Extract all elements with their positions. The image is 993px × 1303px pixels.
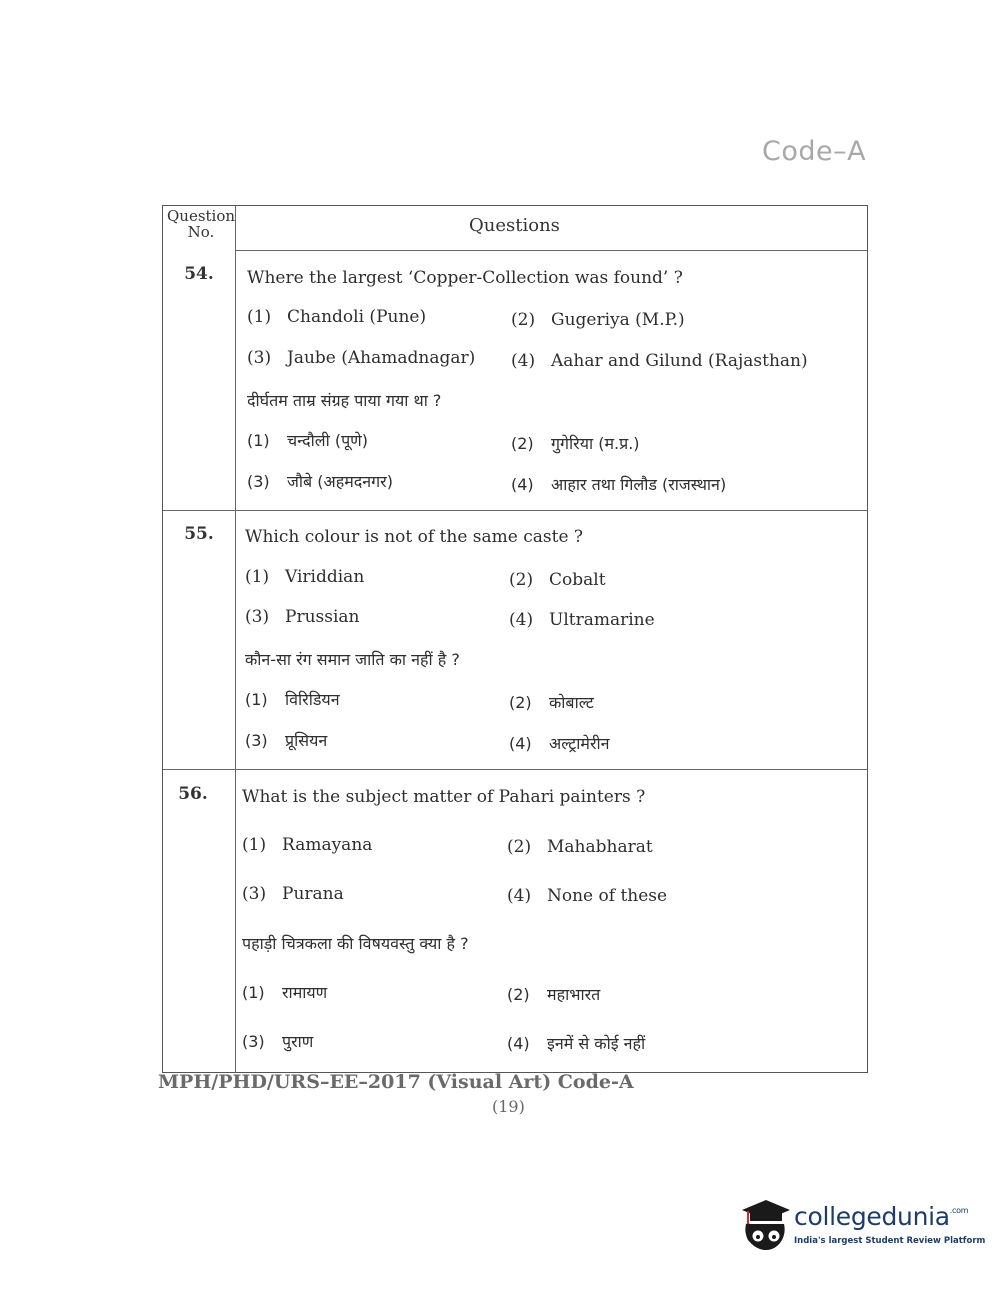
option <box>511 310 685 330</box>
option-text: Viriddian <box>285 567 365 587</box>
option-text: Chandoli (Pune) <box>287 307 427 327</box>
option-text: विरिडियन <box>285 690 340 709</box>
row-divider <box>163 769 867 770</box>
option-text: Ramayana <box>282 835 373 855</box>
header-divider <box>235 250 867 251</box>
option <box>245 567 364 587</box>
option <box>511 432 640 454</box>
option-text: रामायण <box>282 983 328 1002</box>
question-text-english: Where the largest ‘Copper-Collection was found’ ? <box>247 268 683 288</box>
logo-name: collegedunia <box>794 1202 950 1231</box>
option-text: कोबाल्ट <box>549 693 594 712</box>
collegedunia-logo <box>736 1196 986 1256</box>
option-number: (1) <box>245 567 270 587</box>
option-text: प्रूसियन <box>285 731 328 750</box>
header-question-no <box>167 208 235 240</box>
question-text-hindi: दीर्घतम ताम्र संग्रह पाया गया था ? <box>247 391 442 410</box>
column-divider <box>235 206 236 1072</box>
option-number: (2) <box>511 310 536 330</box>
option <box>507 983 600 1005</box>
option-number: (2) <box>509 693 532 712</box>
page-number: (19) <box>492 1097 525 1116</box>
question-table <box>162 205 868 1073</box>
option <box>247 307 426 327</box>
option <box>242 835 372 855</box>
option-number: (3) <box>242 884 267 904</box>
option <box>245 607 359 627</box>
option <box>247 429 368 451</box>
option <box>509 732 610 754</box>
question-text-english: What is the subject matter of Pahari painters ? <box>242 787 646 807</box>
option-text: इनमें से कोई नहीं <box>547 1034 646 1053</box>
option-number: (4) <box>511 475 534 494</box>
header-qno-line1: Question <box>167 207 236 225</box>
option <box>242 884 344 904</box>
question-text-hindi: कौन-सा रंग समान जाति का नहीं है ? <box>245 650 460 669</box>
option-text: Mahabharat <box>547 837 653 857</box>
option-text: अल्ट्रामेरीन <box>549 734 610 753</box>
option <box>242 981 327 1003</box>
option-number: (1) <box>242 835 267 855</box>
option-number: (1) <box>247 307 272 327</box>
option <box>247 470 393 492</box>
option-text: जौबे (अहमदनगर) <box>287 472 393 491</box>
option <box>245 688 340 710</box>
question-text-english: Which colour is not of the same caste ? <box>245 527 584 547</box>
option-text: आहार तथा गिलौड (राजस्थान) <box>551 475 727 494</box>
option <box>507 1032 645 1054</box>
option <box>511 351 808 371</box>
option <box>507 837 653 857</box>
option-text: Jaube (Ahamadnagar) <box>287 348 476 368</box>
option-number: (3) <box>245 731 268 750</box>
question-number: 54. <box>184 264 214 284</box>
option-text: Cobalt <box>549 570 606 590</box>
header-questions: Questions <box>469 215 560 236</box>
option <box>507 886 667 906</box>
option <box>247 348 475 368</box>
option-number: (3) <box>247 348 272 368</box>
option-number: (2) <box>507 837 532 857</box>
option-number: (4) <box>507 1034 530 1053</box>
option <box>509 691 594 713</box>
logo-tagline: India's largest Student Review Platform <box>794 1236 986 1246</box>
option-text: पुराण <box>282 1032 314 1051</box>
question-text-hindi: पहाड़ी चित्रकला की विषयवस्तु क्या है ? <box>242 934 469 953</box>
question-number: 56. <box>178 784 208 804</box>
option-number: (1) <box>245 690 268 709</box>
question-number: 55. <box>184 524 214 544</box>
option-number: (1) <box>242 983 265 1002</box>
option-number: (4) <box>507 886 532 906</box>
option-number: (3) <box>245 607 270 627</box>
option-text: Gugeriya (M.P.) <box>551 310 685 330</box>
option-text: None of these <box>547 886 668 906</box>
option-text: महाभारत <box>547 985 601 1004</box>
option-number: (2) <box>507 985 530 1004</box>
option-number: (2) <box>511 434 534 453</box>
option-number: (4) <box>509 610 534 630</box>
option-number: (3) <box>242 1032 265 1051</box>
row-divider <box>163 510 867 511</box>
option <box>509 610 655 630</box>
option-number: (4) <box>509 734 532 753</box>
option-text: Aahar and Gilund (Rajasthan) <box>551 351 808 371</box>
option-number: (4) <box>511 351 536 371</box>
code-mark: Code–A <box>762 136 867 167</box>
mascot-icon <box>736 1196 792 1254</box>
option-number: (3) <box>247 472 270 491</box>
option-text: Ultramarine <box>549 610 655 630</box>
footer-code: MPH/PHD/URS–EE–2017 (Visual Art) Code-A <box>158 1071 634 1093</box>
option-text: गुगेरिया (म.प्र.) <box>551 434 640 453</box>
header-qno-line2: No. <box>187 223 215 241</box>
option <box>242 1030 313 1052</box>
option-text: Prussian <box>285 607 360 627</box>
option-number: (1) <box>247 431 270 450</box>
option-number: (2) <box>509 570 534 590</box>
option <box>509 570 606 590</box>
logo-wordmark <box>794 1202 968 1231</box>
option <box>511 473 726 495</box>
option <box>245 729 327 751</box>
option-text: Purana <box>282 884 344 904</box>
logo-suffix: .com <box>949 1206 969 1215</box>
option-text: चन्दौली (पूणे) <box>287 431 368 450</box>
